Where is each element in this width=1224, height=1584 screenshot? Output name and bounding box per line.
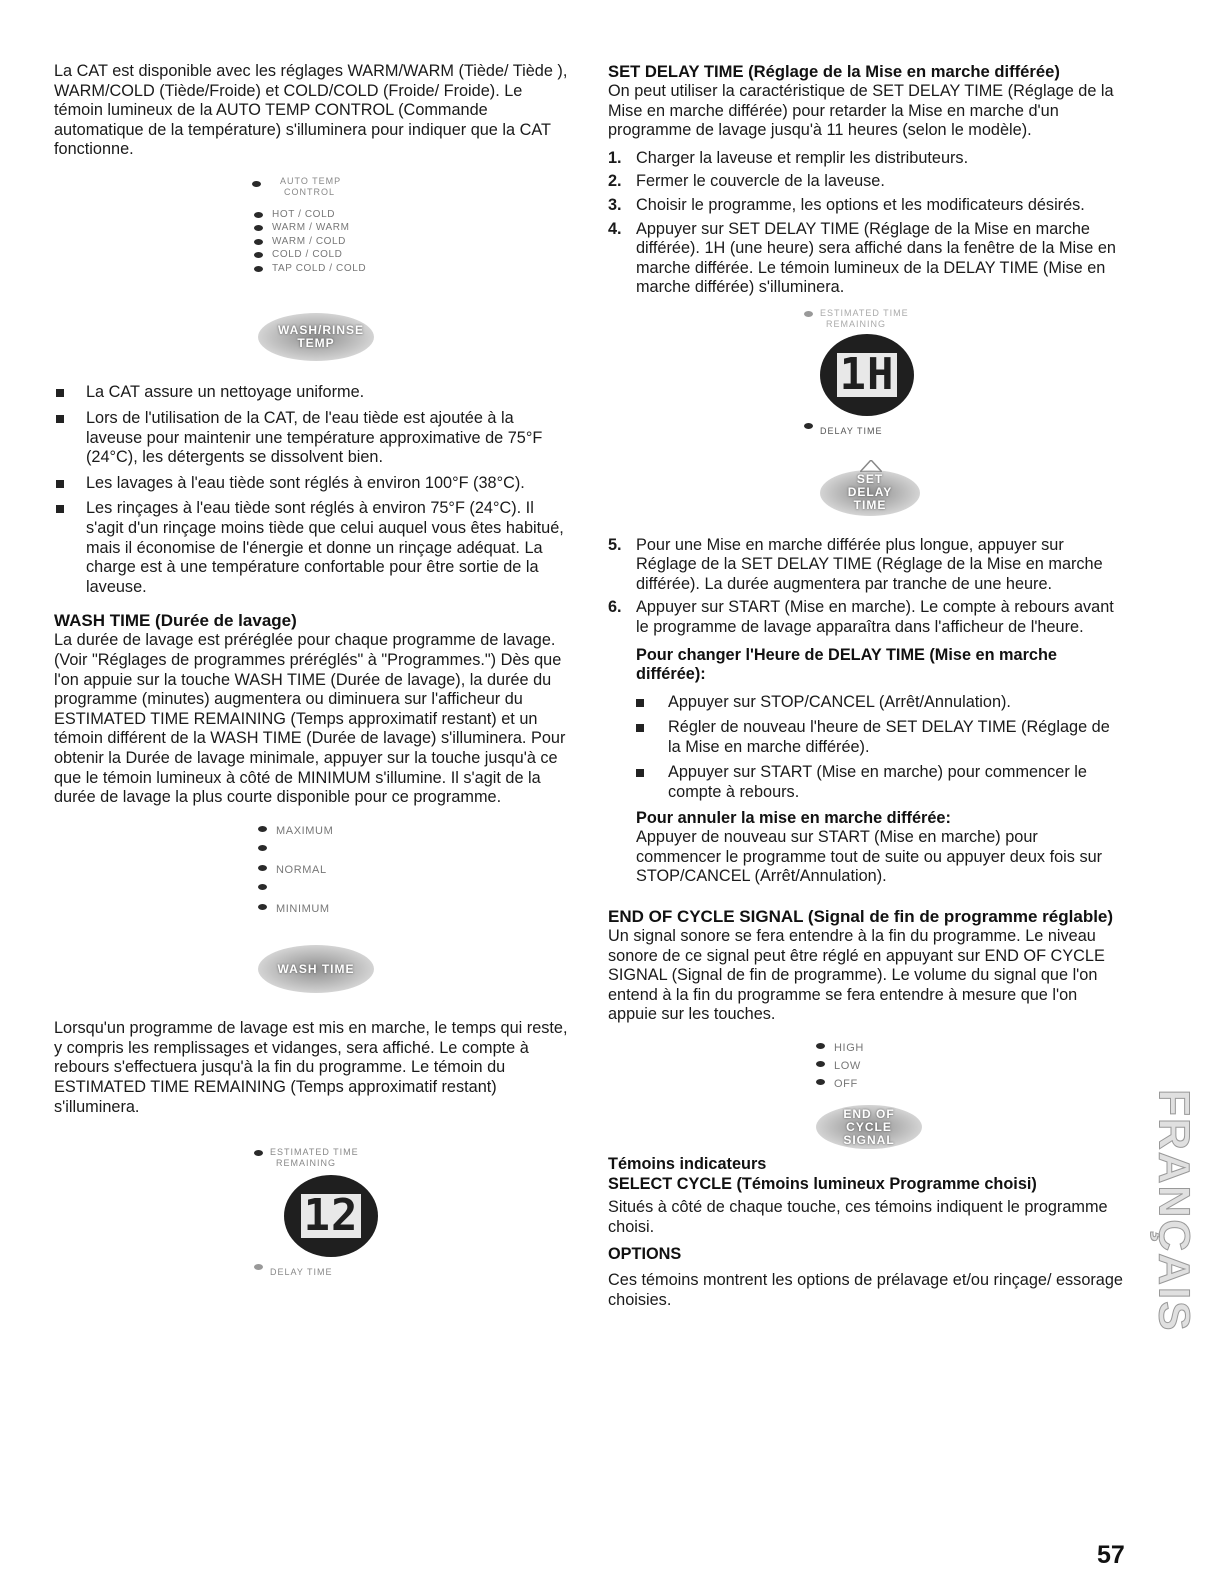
wash-time-button[interactable]: [258, 945, 374, 993]
temp-option-tap-cold: TAP COLD / COLD: [254, 262, 570, 276]
delay-step-3: [608, 196, 1124, 216]
set-delay-button-group: [820, 470, 1124, 516]
countdown-text: Lorsqu'un programme de lavage est mis en marche, le temps qui reste, y compris les remplissages et vidanges, sera affiché. Le compte à rebours s'effectuera jusqu'à la fin du programme. Le témoin du ESTIMATED TIME REMAINING (Temps approximatif restant) s'illuminera.: [54, 1019, 568, 1116]
time-display-digits: 12: [301, 1194, 362, 1238]
delay-time-label-right: DELAY TIME: [820, 425, 883, 436]
indicator-light: [254, 1264, 263, 1270]
options-text: Ces témoins montrent les options de prélavage et/ou rinçage/ essorage choisies.: [608, 1270, 1123, 1309]
wash-time-panel: [258, 822, 570, 994]
temp-option-hot-cold: HOT / COLD: [254, 208, 570, 222]
time-display-left: [284, 1175, 378, 1257]
cat-bullet-2: Lors de l'utilisation de la CAT, de l'eau tiède est ajoutée à la laveuse pour maintenir une température approximative de 75°F (24°C), les détergents se dissolvent bien.: [54, 409, 570, 468]
delay-step-5: [608, 536, 1124, 595]
change-bullet-3: Appuyer sur START (Mise en marche) pour commencer le compte à rebours.: [608, 763, 1124, 802]
end-of-cycle-panel: [816, 1039, 1124, 1149]
auto-temp-label-1: AUTO TEMP: [280, 175, 342, 186]
set-delay-heading: SET DELAY TIME (Réglage de la Mise en marche différée): [608, 62, 1060, 81]
estimated-time-label-2: REMAINING: [276, 1158, 337, 1169]
temp-options-list: [254, 208, 570, 276]
time-display-panel-right: [804, 308, 1124, 516]
triangle-icon: [860, 460, 882, 472]
select-cycle-heading: SELECT CYCLE (Témoins lumineux Programme choisi): [608, 1174, 1037, 1193]
wash-rinse-temp-label: WASH/RINSE TEMP: [278, 323, 365, 351]
page-number: 57: [1097, 1541, 1125, 1569]
time-display-right: [820, 334, 914, 416]
cat-bullets: [54, 383, 570, 597]
step-number: 4.: [608, 219, 622, 238]
step-number: 3.: [608, 195, 622, 214]
step-number: 6.: [608, 598, 622, 617]
cat-intro: La CAT est disponible avec les réglages WARM/WARM (Tiède/ Tiède ), WARM/COLD (Tiède/Froide) et COLD/COLD (Froide/ Froide). Le témoin lumineux de la AUTO TEMP CONTROL (Commande automatique de la température) s'illuminera pour indiquer que la CAT fonctionne.: [54, 62, 568, 159]
step-number: 2.: [608, 172, 622, 191]
signal-level-low: LOW: [816, 1057, 1124, 1075]
estimated-time-label-1: ESTIMATED TIME: [820, 307, 909, 318]
select-cycle-text: Situés à côté de chaque touche, ces témoins indiquent le programme choisi.: [608, 1198, 1108, 1236]
delay-step-1: [608, 149, 1124, 169]
cat-bullet-3: Les lavages à l'eau tiède sont réglés à environ 100°F (38°C).: [54, 474, 570, 494]
indicator-light: [804, 311, 813, 317]
wash-time-text: La durée de lavage est préréglée pour chaque programme de lavage. (Voir "Réglages de programmes préréglés" à "Programmes.") Dès que l'on appuie sur la touche WASH TIME (Durée de lavage), la durée du programme (minutes) augmentera ou diminuera sur l'afficheur du ESTIMATED TIME REMAINING (Temps approximatif restant) et un témoin différent de la WASH TIME (Durée de lavage) s'illuminera. Pour obtenir la Durée de lavage minimale, appuyer sur la touche jusqu'à ce que le témoin lumineux à côté de MINIMUM s'illumine. Il s'agit de la durée de lavage la plus courte disponible pour ce programme.: [54, 631, 566, 807]
options-heading: OPTIONS: [608, 1245, 682, 1264]
time-display-digits: 1H: [837, 353, 898, 397]
change-delay-heading: Pour changer l'Heure de DELAY TIME (Mise en marche différée):: [636, 645, 1057, 684]
estimated-time-indicator: [254, 1147, 570, 1169]
time-display-panel-left: [254, 1147, 570, 1281]
end-of-cycle-heading: END OF CYCLE SIGNAL (Signal de fin de programme réglable): [608, 907, 1114, 927]
delay-step-2: [608, 172, 1124, 192]
step-number: 1.: [608, 148, 622, 167]
left-column: [54, 62, 570, 1281]
auto-temp-label-2: CONTROL: [284, 186, 336, 197]
wash-time-button-label: WASH TIME: [277, 961, 355, 976]
end-of-cycle-button[interactable]: [816, 1105, 922, 1149]
delay-step-4: [608, 220, 1124, 298]
wash-rinse-temp-button[interactable]: [258, 313, 374, 361]
wash-time-heading: WASH TIME (Durée de lavage): [54, 611, 297, 631]
delay-step-6: [608, 598, 1124, 637]
step-text: Charger la laveuse et remplir les distributeurs.: [636, 148, 969, 167]
wash-level-normal: NORMAL: [258, 861, 570, 881]
step-text: Fermer le couvercle de la laveuse.: [636, 172, 885, 191]
temp-option-warm-warm: WARM / WARM: [254, 221, 570, 235]
language-tab: [1150, 1082, 1198, 1340]
wash-level-maximum: MAXIMUM: [258, 822, 570, 842]
signal-level-high: HIGH: [816, 1039, 1124, 1057]
signal-levels: [816, 1039, 1124, 1093]
indicators-heading: Témoins indicateurs: [608, 1155, 767, 1173]
wash-time-levels: [258, 822, 570, 920]
cat-bullet-4: Les rinçages à l'eau tiède sont réglés à environ 75°F (24°C). Il s'agit d'un rinçage moins tiède que celui auquel vous êtes habitué, mais il économise de l'énergie et donne un rinçage adéquat. La charge est à une température confortable pour être sortie de la laveuse.: [54, 499, 570, 597]
language-tab-label: FRANÇAIS: [1149, 1089, 1199, 1333]
set-delay-time-button[interactable]: [820, 470, 920, 516]
indicator-light: [252, 181, 261, 187]
change-bullet-1: Appuyer sur STOP/CANCEL (Arrêt/Annulation).: [608, 693, 1124, 713]
step-text: Appuyer sur SET DELAY TIME (Réglage de la Mise en marche différée). 1H (une heure) sera affiché dans la fenêtre de la Mise en marche différée. Le témoin lumineux de la DELAY TIME (Mise en marche différée) s'illuminera.: [636, 219, 1116, 297]
delay-time-label-left: DELAY TIME: [270, 1267, 333, 1278]
temp-control-panel: [252, 176, 570, 362]
auto-temp-indicator: [252, 176, 570, 198]
wash-level-blank-1: [258, 841, 570, 861]
delay-steps-b: [608, 536, 1124, 638]
end-of-cycle-text: Un signal sonore se fera entendre à la fin du programme. Le niveau sonore de ce signal peut être réglé en appuyant sur END OF CYCLE SIGNAL (Signal de fin de programme). Le volume du signal que l'on entend à la fin du programme se fera entendre à mesure que l'on appuie sur les touches.: [608, 927, 1105, 1024]
temp-option-cold-cold: COLD / COLD: [254, 248, 570, 262]
step-number: 5.: [608, 535, 622, 554]
estimated-time-label-2: REMAINING: [826, 318, 887, 329]
set-delay-intro: On peut utiliser la caractéristique de SET DELAY TIME (Réglage de la Mise en marche différée) pour retarder la Mise en marche d'un programme de lavage jusqu'à 11 heures (selon le modèle).: [608, 82, 1114, 140]
step-text: Pour une Mise en marche différée plus longue, appuyer sur Réglage de la SET DELAY TIME (Réglage de la Mise en marche différée). La durée augmentera par tranche de une heure.: [636, 535, 1103, 593]
right-column: [608, 62, 1124, 1310]
wash-level-blank-2: [258, 880, 570, 900]
indicator-light: [804, 423, 813, 429]
step-text: Appuyer sur START (Mise en marche). Le compte à rebours avant le programme de lavage apparaîtra dans l'afficheur de l'heure.: [636, 598, 1114, 636]
delay-time-indicator-left: [254, 1261, 570, 1281]
signal-level-off: OFF: [816, 1075, 1124, 1093]
estimated-time-indicator-right: [804, 308, 1124, 330]
set-delay-time-label: SET DELAY TIME: [847, 472, 893, 513]
estimated-time-label-1: ESTIMATED TIME: [270, 1147, 359, 1158]
cat-bullet-1: La CAT assure un nettoyage uniforme.: [54, 383, 570, 403]
temp-option-warm-cold: WARM / COLD: [254, 235, 570, 249]
cancel-delay-text: Appuyer de nouveau sur START (Mise en marche) pour commencer le programme tout de suite ou appuyer deux fois sur STOP/CANCEL (Arrêt/Annulation).: [636, 828, 1103, 886]
end-of-cycle-button-label: END OF CYCLE SIGNAL: [843, 1106, 895, 1147]
cancel-delay-heading: Pour annuler la mise en marche différée:: [636, 808, 951, 827]
change-delay-bullets: [608, 693, 1124, 803]
wash-level-minimum: MINIMUM: [258, 900, 570, 920]
delay-time-indicator-right: [804, 420, 1124, 440]
step-text: Choisir le programme, les options et les modificateurs désirés.: [636, 195, 1085, 214]
delay-steps-a: [608, 149, 1124, 298]
change-bullet-2: Régler de nouveau l'heure de SET DELAY TIME (Réglage de la Mise en marche différée).: [608, 718, 1124, 757]
indicator-light: [254, 1150, 263, 1156]
